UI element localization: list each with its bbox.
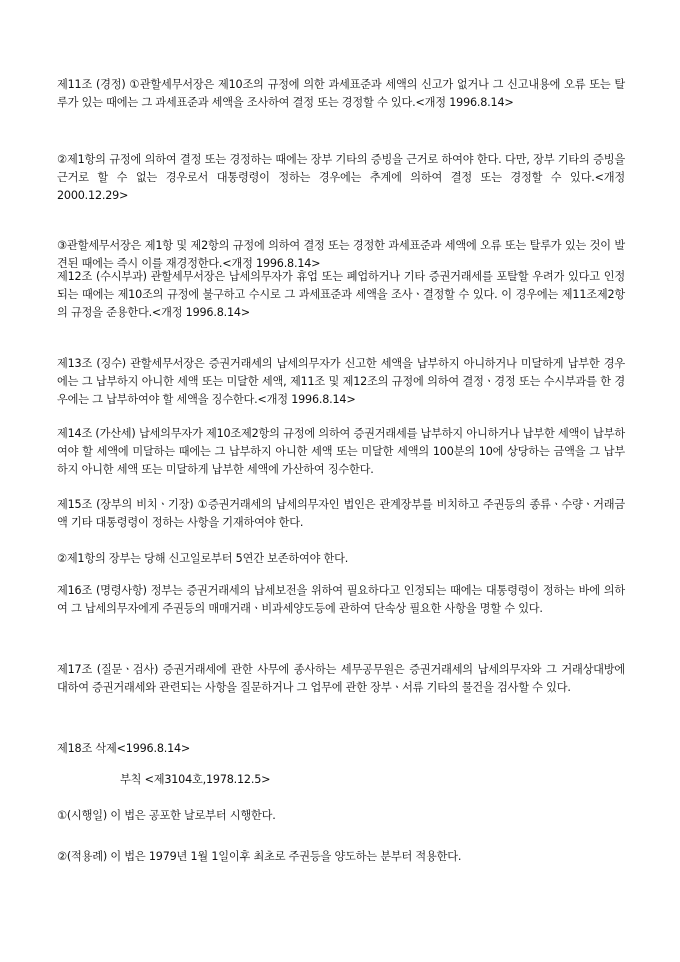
article-15-paragraph-1: 제15조 (장부의 비치ㆍ기장) ①증권거래세의 납세의무자인 법인은 관계장부를 비치하고 주권등의 종류ㆍ수량ㆍ거래금액 기타 대통령령이 정하는 사항을 기재하여야 한다. xyxy=(57,498,625,529)
article-15-paragraph-2: ②제1항의 장부는 당해 신고일로부터 5연간 보존하여야 한다. xyxy=(57,552,349,565)
article-16: 제16조 (명령사항) 정부는 증권거래세의 납세보전을 위하여 필요하다고 인정되는 때에는 대통령령이 정하는 바에 의하여 그 납세의무자에게 주권등의 매매거래ㆍ비과세양도등에 관하여 단속상 필요한 사항을 명할 수 있다. xyxy=(57,584,625,615)
addendum-heading: 부칙 <제3104호,1978.12.5> xyxy=(120,773,271,786)
article-11-paragraph-1: 제11조 (경정) ①관할세무서장은 제10조의 규정에 의한 과세표준과 세액의 신고가 없거나 그 신고내용에 오류 또는 탈루가 있는 때에는 그 과세표준과 세액을 조사하여 결정 또는 경정할 수 있다.<개정 1996.8.14> xyxy=(57,78,625,109)
article-17: 제17조 (질문ㆍ검사) 증권거래세에 관한 사무에 종사하는 세무공무원은 증권거래세의 납세의무자와 그 거래상대방에 대하여 증권거래세와 관련되는 사항을 질문하거나 그 업무에 관한 장부ㆍ서류 기타의 물건을 검사할 수 있다. xyxy=(57,663,625,694)
addendum-item-1: ①(시행일) 이 법은 공포한 날로부터 시행한다. xyxy=(57,809,276,822)
article-14: 제14조 (가산세) 납세의무자가 제10조제2항의 규정에 의하여 증권거래세를 납부하지 아니하거나 납부한 세액이 납부하여야 할 세액에 미달하는 때에는 그 납부하지 아니한 세액 또는 미달한 세액의 100분의 10에 상당하는 금액을 그 납부하지 아니한 세액 또는 미달하게 납부한 세액에 가산하여 징수한다. xyxy=(57,427,625,476)
article-11-paragraph-2: ②제1항의 규정에 의하여 결정 또는 경정하는 때에는 장부 기타의 증빙을 근거로 하여야 한다. 다만, 장부 기타의 증빙을 근거로 할 수 없는 경우로서 대통령령이 정하는 경우에는 추계에 의하여 결정 또는 경정할 수 있다.<개정 2000.12.29> xyxy=(57,153,625,202)
article-13: 제13조 (징수) 관할세무서장은 증권거래세의 납세의무자가 신고한 세액을 납부하지 아니하거나 미달하게 납부한 경우에는 그 납부하지 아니한 세액 또는 미달한 세액, 제11조 및 제12조의 규정에 의하여 결정ㆍ경정 또는 수시부과를 한 경우에는 그 납부하여야 할 세액을 징수한다.<개정 1996.8.14> xyxy=(57,357,625,406)
article-12: 제12조 (수시부과) 관할세무서장은 납세의무자가 휴업 또는 폐업하거나 기타 증권거래세를 포탈할 우려가 있다고 인정되는 때에는 제10조의 규정에 불구하고 수시로 그 과세표준과 세액을 조사ㆍ결정할 수 있다. 이 경우에는 제11조제2항의 규정을 준용한다.<개정 1996.8.14> xyxy=(57,270,625,319)
article-18: 제18조 삭제<1996.8.14> xyxy=(57,742,191,755)
article-11-paragraph-3: ③관할세무서장은 제1항 및 제2항의 규정에 의하여 결정 또는 경정한 과세표준과 세액에 오류 또는 탈루가 있는 것이 발견된 때에는 즉시 이를 재경정한다.<개정 1996.8.14> xyxy=(57,239,625,270)
addendum-item-2: ②(적용례) 이 법은 1979년 1월 1일이후 최초로 주권등을 양도하는 분부터 적용한다. xyxy=(57,850,462,863)
